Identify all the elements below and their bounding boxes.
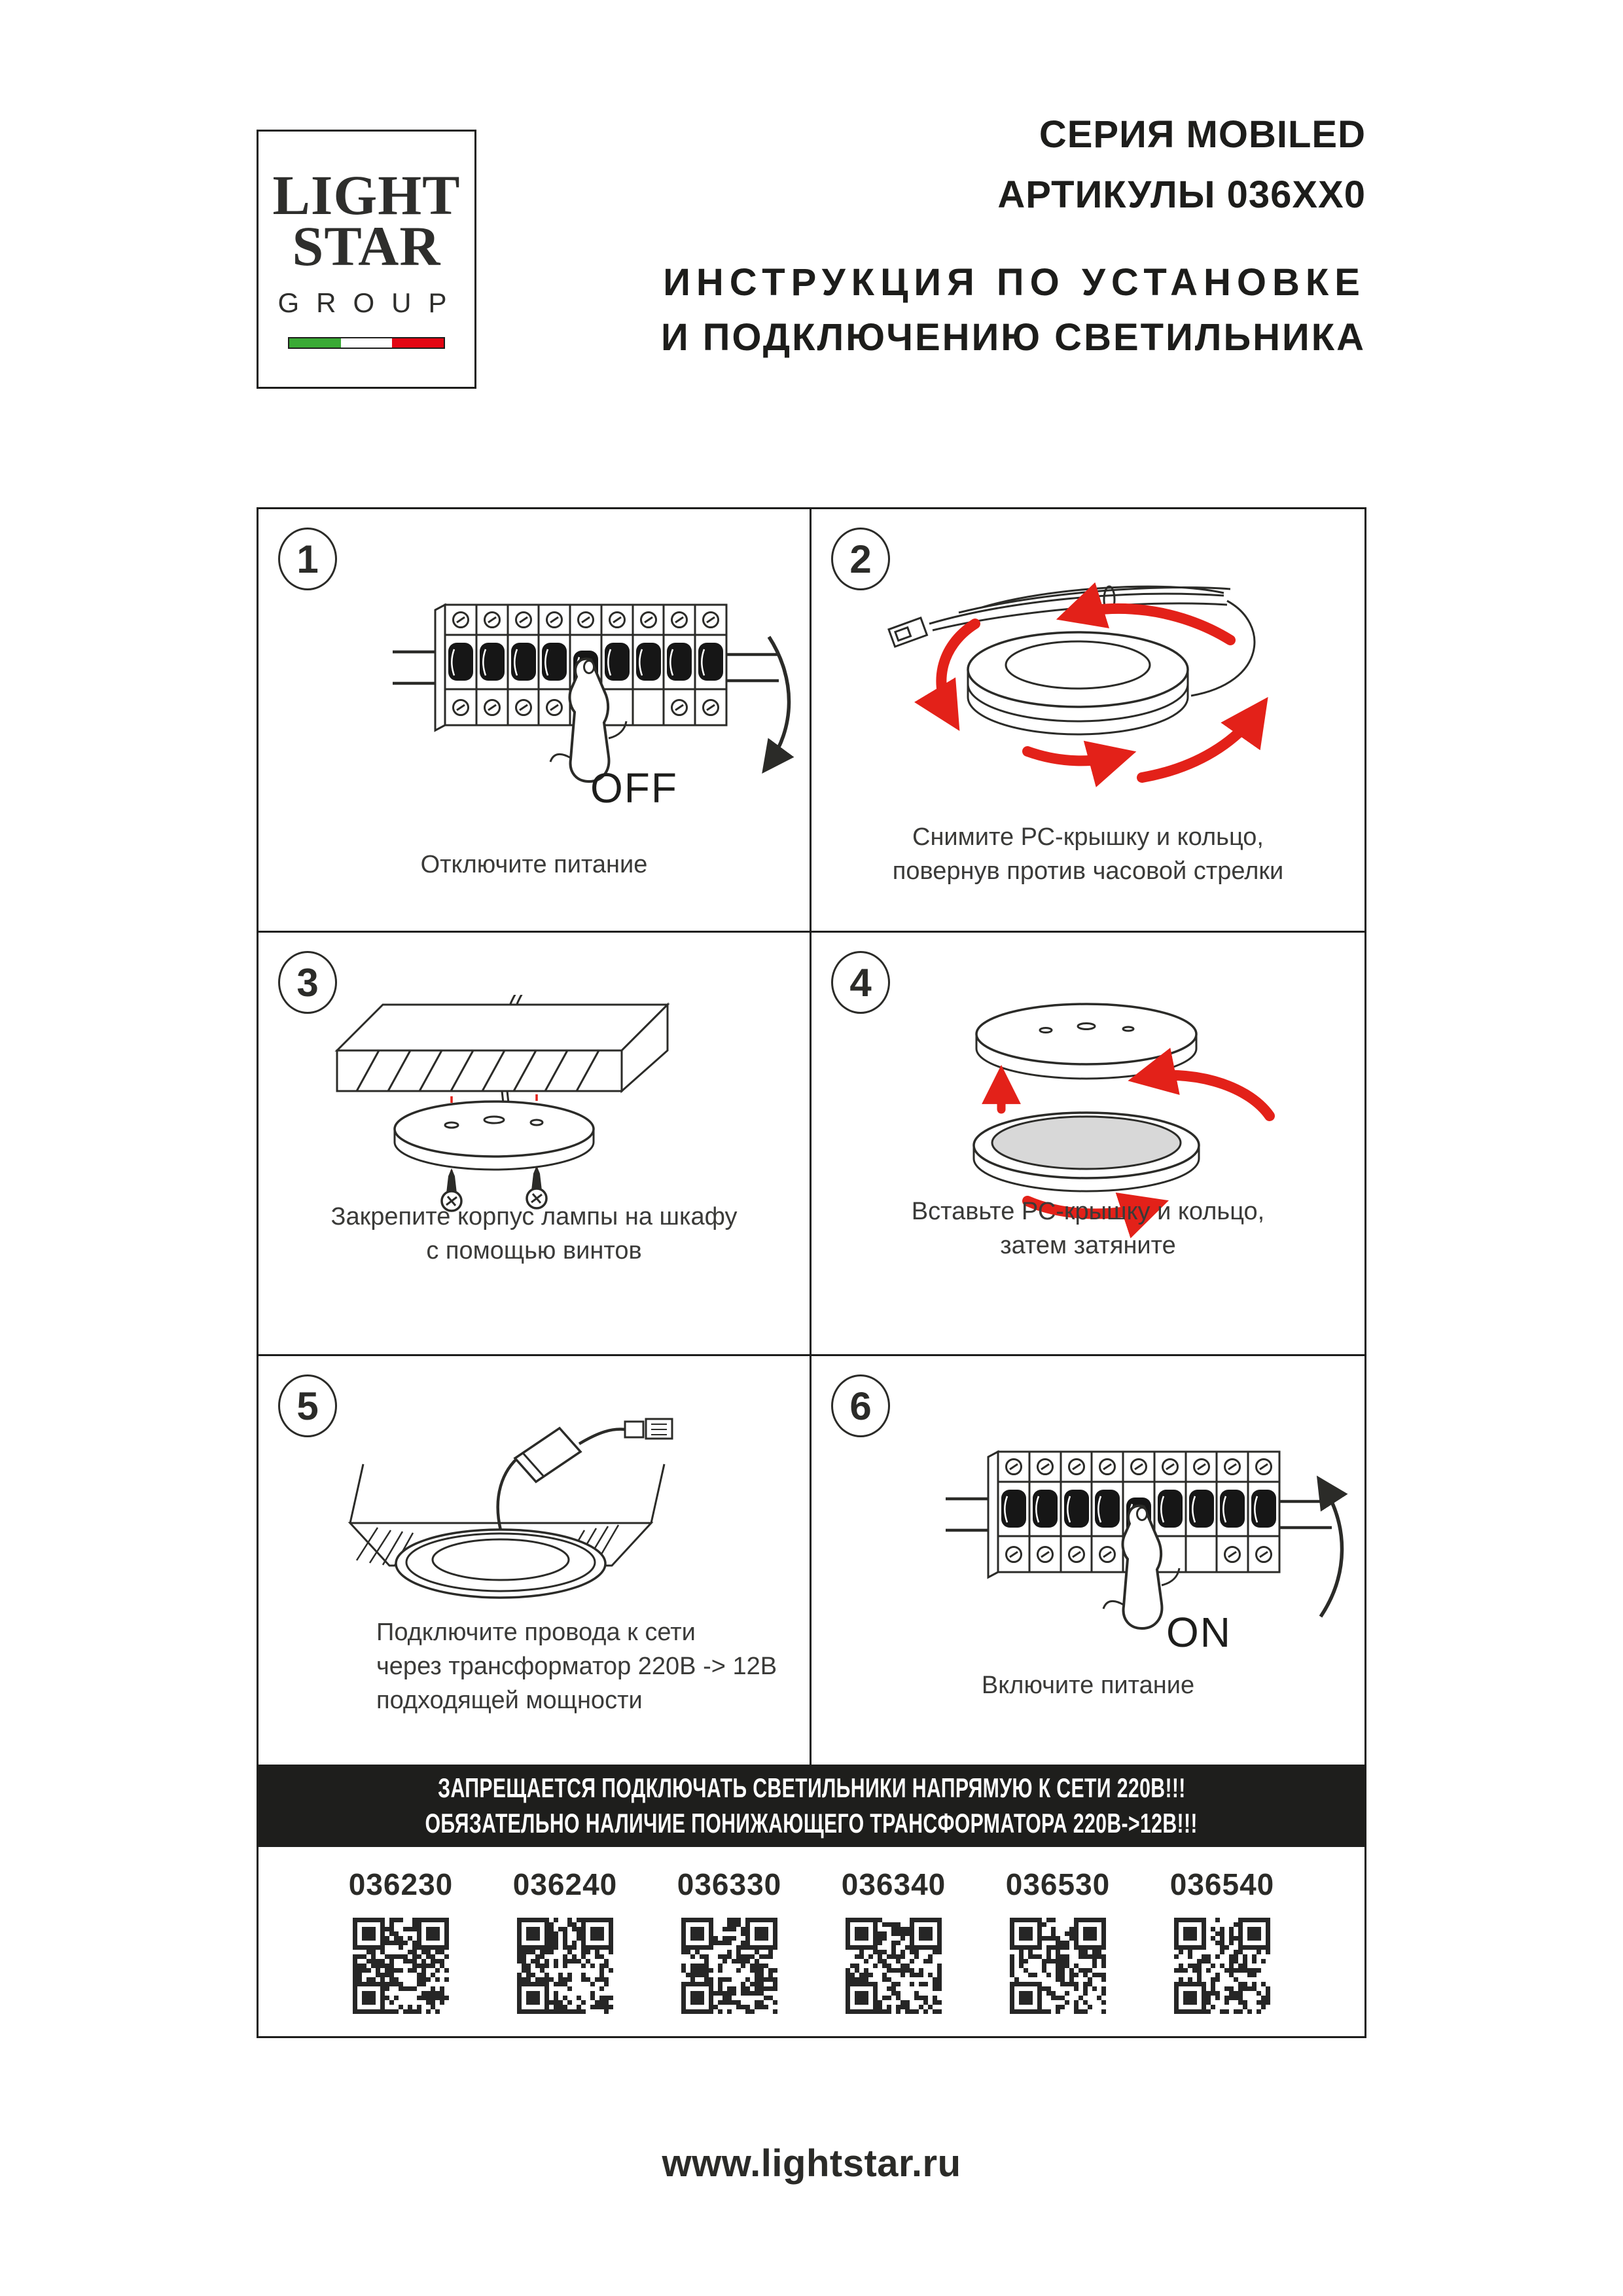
article-column xyxy=(1007,1867,1109,2036)
step-caption: Снимите РС-крышку и кольцо, повернув против часовой стрелки xyxy=(892,823,1284,885)
header xyxy=(661,105,1366,365)
step-number-badge: 3 xyxy=(278,951,337,1014)
lightstar-logo xyxy=(257,130,476,389)
step-1 xyxy=(259,509,812,933)
article-number: 036540 xyxy=(1169,1867,1275,1901)
step-2 xyxy=(812,509,1364,933)
warning-line1: ЗАПРЕЩАЕТСЯ ПОДКЛЮЧАТЬ СВЕТИЛЬНИКИ НАПРЯМУЮ К СЕТИ 220В!!! xyxy=(437,1772,1186,1803)
step-caption: Отключите питание xyxy=(420,851,648,878)
series-title: СЕРИЯ MOBILED xyxy=(1039,113,1366,156)
step-number-badge: 1 xyxy=(278,528,337,590)
article-number: 036240 xyxy=(512,1867,618,1901)
italian-flag-icon xyxy=(288,337,445,349)
step-number-badge: 4 xyxy=(831,951,890,1014)
qr-code xyxy=(353,1918,449,2014)
article-column xyxy=(514,1867,616,2036)
article-qr-row xyxy=(259,1847,1364,2036)
qr-code xyxy=(1010,1918,1106,2014)
power-on-illustration xyxy=(812,1448,1364,1696)
step-3 xyxy=(259,933,812,1356)
steps-grid xyxy=(259,509,1364,1765)
qr-code xyxy=(846,1918,942,2014)
warning-banner xyxy=(259,1765,1364,1847)
logo-word-group: GROUP xyxy=(277,287,464,318)
article-column xyxy=(1171,1867,1274,2036)
page-title-line2: И ПОДКЛЮЧЕНИЮ СВЕТИЛЬНИКА xyxy=(660,316,1366,359)
off-label: OFF xyxy=(590,764,678,812)
on-label: ON xyxy=(1166,1609,1232,1656)
power-off-illustration xyxy=(259,601,812,850)
step-caption: Включите питание xyxy=(981,1672,1195,1699)
articles-title: АРТИКУЛЫ 036XX0 xyxy=(997,173,1366,216)
step-6 xyxy=(812,1356,1364,1765)
website-url: www.lightstar.ru xyxy=(662,2142,961,2185)
article-column xyxy=(843,1867,945,2036)
step-number-badge: 2 xyxy=(831,528,890,590)
logo-word-light: LIGHT xyxy=(272,164,461,226)
step-caption: Вставьте РС-крышку и кольцо, затем затяните xyxy=(911,1198,1265,1259)
article-number: 036330 xyxy=(677,1867,782,1901)
qr-code xyxy=(517,1918,613,2014)
step-number-badge: 6 xyxy=(831,1374,890,1437)
warning-line2: ОБЯЗАТЕЛЬНО НАЛИЧИЕ ПОНИЖАЮЩЕГО ТРАНСФОРМАТОРА 220В->12В!!! xyxy=(425,1808,1198,1839)
remove-cover-illustration xyxy=(812,562,1364,843)
step-number-badge: 5 xyxy=(278,1374,337,1437)
article-column xyxy=(350,1867,452,2036)
step-caption: Подключите провода к сети через трансформатор 220В -> 12В подходящей мощности xyxy=(376,1619,777,1714)
logo-word-star: STAR xyxy=(292,215,441,278)
article-number: 036230 xyxy=(348,1867,454,1901)
article-column xyxy=(679,1867,781,2036)
article-number: 036340 xyxy=(841,1867,946,1901)
step-4 xyxy=(812,933,1364,1356)
connect-transformer-illustration xyxy=(259,1402,812,1618)
article-number: 036530 xyxy=(1005,1867,1111,1901)
instructions-frame xyxy=(257,507,1366,2038)
qr-code xyxy=(1174,1918,1270,2014)
page-title-line1: ИНСТРУКЦИЯ ПО УСТАНОВКЕ xyxy=(663,261,1366,304)
step-caption: Закрепите корпус лампы на шкафу с помощью винтов xyxy=(330,1203,738,1265)
step-5 xyxy=(259,1356,812,1765)
qr-code xyxy=(681,1918,777,2014)
